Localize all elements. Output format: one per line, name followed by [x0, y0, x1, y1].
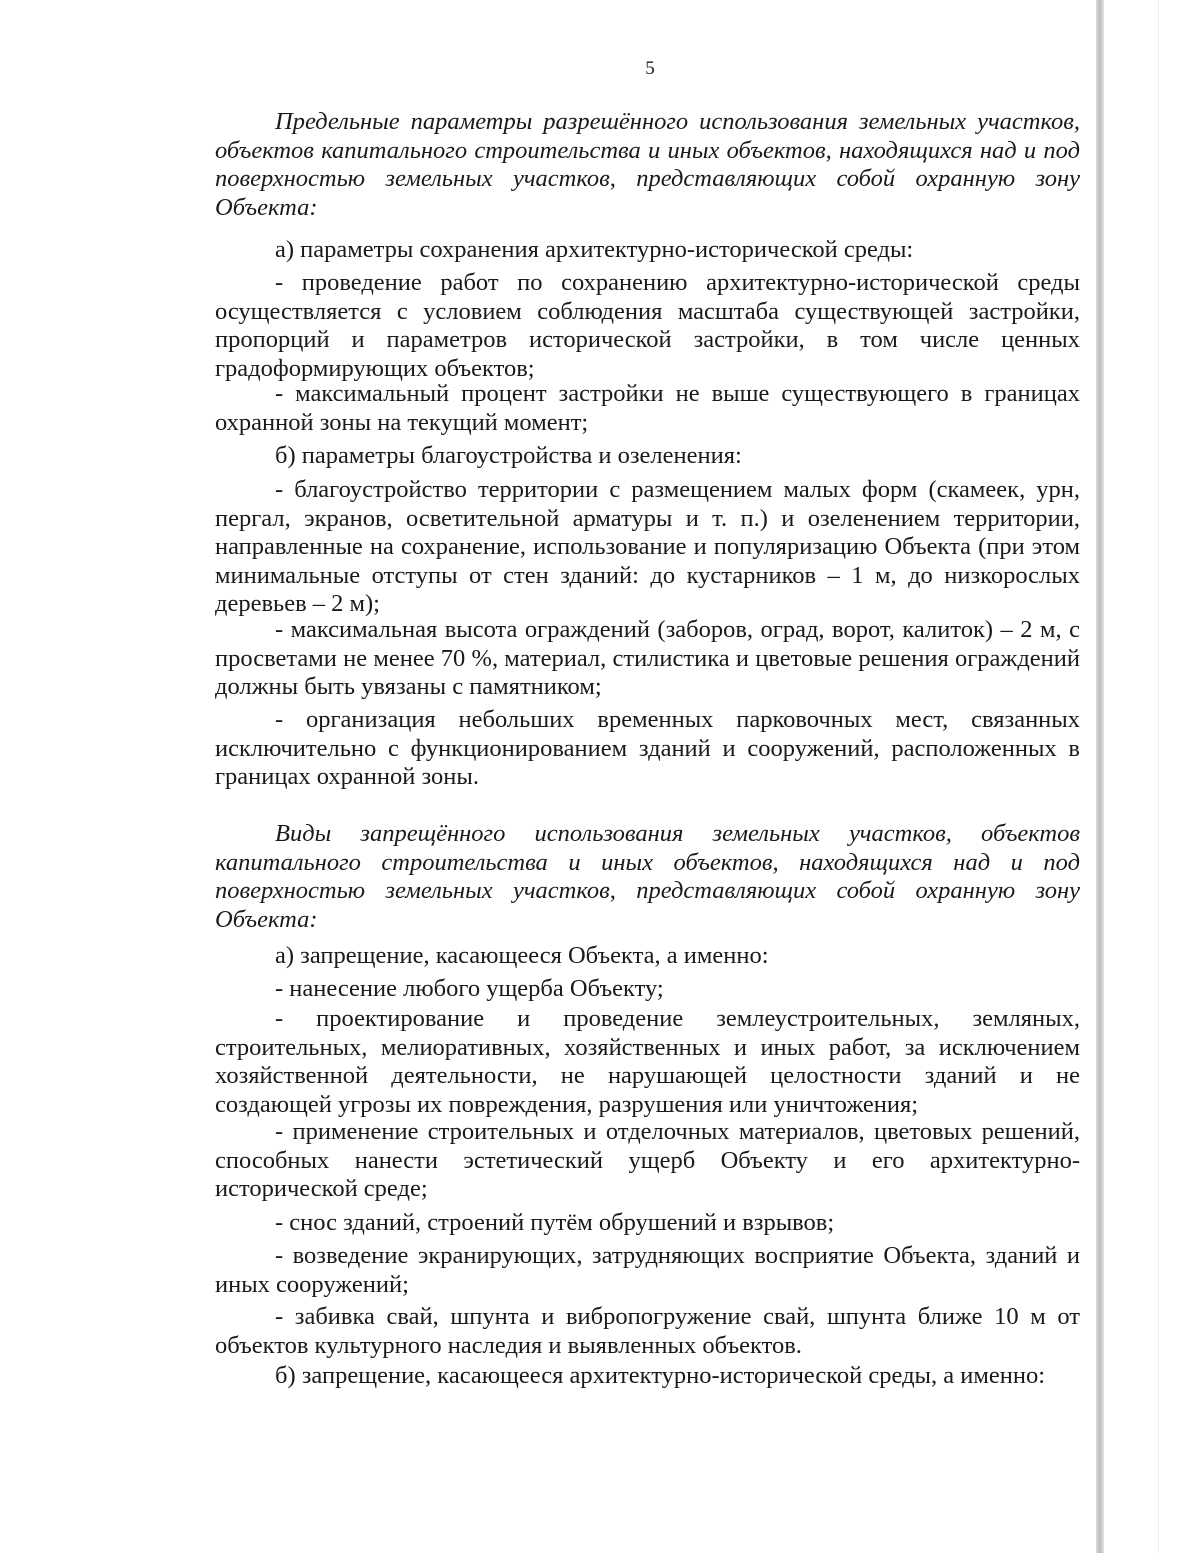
- scan-edge-line: [1158, 0, 1159, 1553]
- section2-paragraph-6: - возведение экранирующих, затрудняющих восприятие Объекта, зданий и иных сооружений;: [215, 1242, 1080, 1298]
- section1-paragraph-4: б) параметры благоустройства и озеленения:: [275, 442, 742, 469]
- section1-heading: Предельные параметры разрешённого использования земельных участков, объектов капитального строительства и иных объектов, находящихся над и под поверхностью земельных участков, представляющих собой охранную зону Объекта:: [215, 108, 1080, 221]
- section2-paragraph-5: - снос зданий, строений путём обрушений и взрывов;: [275, 1209, 835, 1236]
- section1-paragraph-3: - максимальный процент застройки не выше существующего в границах охранной зоны на текущий момент;: [215, 380, 1080, 436]
- section1-paragraph-1: а) параметры сохранения архитектурно-исторической среды:: [275, 236, 914, 263]
- section1-paragraph-6: - максимальная высота ограждений (заборов, оград, ворот, калиток) – 2 м, с просветами не менее 70 %, материал, стилистика и цветовые решения ограждений должны быть увязаны с памятником;: [215, 616, 1080, 700]
- section2-paragraph-2: - нанесение любого ущерба Объекту;: [275, 975, 664, 1002]
- section2-paragraph-4: - применение строительных и отделочных материалов, цветовых решений, способных нанести эстетический ущерб Объекту и его архитектурно-исторической среде;: [215, 1118, 1080, 1202]
- section2-paragraph-1: а) запрещение, касающееся Объекта, а именно:: [275, 942, 769, 969]
- section2-paragraph-7: - забивка свай, шпунта и вибропогружение свай, шпунта ближе 10 м от объектов культурного наследия и выявленных объектов.: [215, 1303, 1080, 1359]
- page-number: 5: [645, 58, 655, 79]
- section1-paragraph-5: - благоустройство территории с размещением малых форм (скамеек, урн, пергал, экранов, осветительной арматуры и т. п.) и озеленением территории, направленные на сохранение, использование и популяризацию Объекта (при этом минимальные отступы от стен зданий: до кустарников – 1 м, до низкорослых деревьев – 2 м);: [215, 476, 1080, 617]
- section2-paragraph-3: - проектирование и проведение землеустроительных, земляных, строительных, мелиоративных, хозяйственных и иных работ, за исключением хозяйственной деятельности, не нарушающей целостности зданий и не создающей угрозы их повреждения, разрушения или уничтожения;: [215, 1005, 1080, 1118]
- scan-edge-shadow: [1096, 0, 1104, 1553]
- section1-paragraph-2: - проведение работ по сохранению архитектурно-исторической среды осуществляется с условием соблюдения масштаба существующей застройки, пропорций и параметров исторической застройки, в том числе ценных градоформирующих объектов;: [215, 269, 1080, 382]
- section2-heading: Виды запрещённого использования земельных участков, объектов капитального строительства и иных объектов, находящихся над и под поверхностью земельных участков, представляющих собой охранную зону Объекта:: [215, 820, 1080, 933]
- section1-paragraph-7: - организация небольших временных парковочных мест, связанных исключительно с функционированием зданий и сооружений, расположенных в границах охранной зоны.: [215, 706, 1080, 790]
- section2-paragraph-8: б) запрещение, касающееся архитектурно-исторической среды, а именно:: [275, 1362, 1046, 1389]
